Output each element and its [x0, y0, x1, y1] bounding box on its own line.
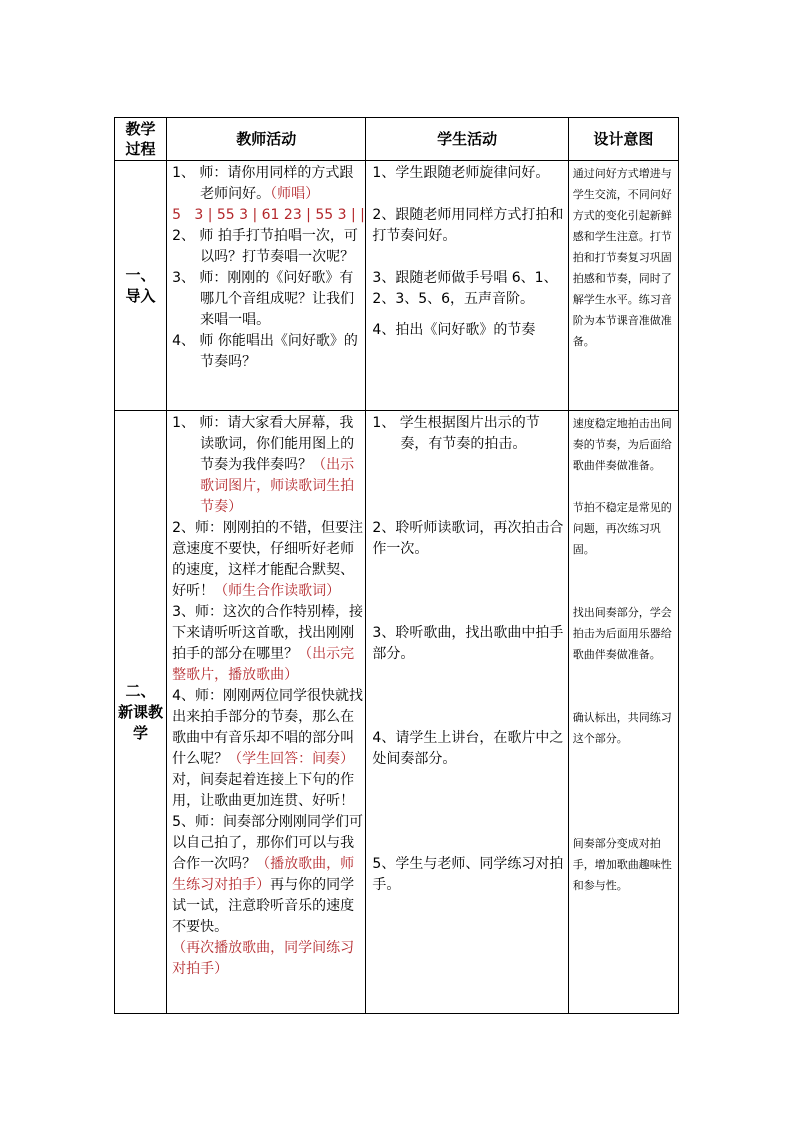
- student-text: 3、跟随老师做手号唱 6、1、2、3、5、6，五声音阶。: [372, 270, 558, 307]
- teacher-item: [172, 518, 363, 602]
- teacher-text: 3、师：这次的合作特别棒，接下来请听听这首歌，找出刚刚拍手的部分在哪里？: [172, 604, 363, 662]
- teacher-item: [172, 331, 363, 373]
- stage-number: 一、: [125, 265, 156, 284]
- student-activities-new: [366, 411, 568, 1014]
- header-design-label: 设计意图: [593, 130, 654, 148]
- student-text: 1、 学生根据图片出示的节奏，有节奏的拍击。: [372, 415, 540, 452]
- teacher-text: 4、师：刚刚两位同学很快就找出来拍手部分的节奏，那么在歌曲中有音乐却不唱的部分叫什么呢？: [172, 688, 363, 767]
- melody-notation: [172, 205, 363, 226]
- header-row: [115, 118, 679, 161]
- teacher-note: （师生合作读歌词）: [214, 583, 341, 599]
- teacher-item: [172, 686, 363, 812]
- student-item: [372, 728, 565, 770]
- teacher-item: [172, 268, 363, 331]
- teacher-item: [172, 226, 363, 268]
- student-text: 3、聆听歌曲，找出歌曲中拍手部分。: [372, 625, 564, 662]
- teacher-item: [172, 938, 363, 980]
- teacher-text: 1、 师：请你用同样的方式跟老师问好。: [172, 165, 354, 202]
- teacher-activities-intro: [167, 161, 366, 411]
- stage-name: 新课教学: [118, 702, 164, 742]
- stage-name: 导入: [125, 286, 156, 305]
- teacher-text: 1、 师：请大家看大屏幕，我读歌词，你们能用图上的节奏为我伴奏吗？: [172, 415, 355, 473]
- teacher-item: [172, 602, 363, 686]
- design-text: 找出间奏部分，学会拍击为后面用乐器给歌曲伴奏做准备。: [572, 606, 672, 661]
- teacher-note: （学生回答：间奏）: [228, 751, 355, 767]
- teacher-activities-new: [167, 411, 366, 1014]
- teacher-text: 2、师：刚刚拍的不错，但要注意速度不要快，仔细听好老师的速度，这样才能配合默契、好听！: [172, 520, 363, 599]
- header-student: [366, 118, 568, 161]
- design-item: [573, 707, 676, 749]
- teacher-text: 4、 师 你能唱出《问好歌》的节奏吗？: [172, 333, 358, 370]
- header-stage-label: 教学过程: [125, 120, 156, 158]
- student-text: 1、学生跟随老师旋律问好。: [372, 165, 550, 181]
- header-teacher: [167, 118, 366, 161]
- teacher-item: [172, 413, 363, 518]
- header-design: [568, 118, 678, 161]
- design-item: [573, 413, 676, 476]
- design-text: 间奏部分变成对拍手，增加歌曲趣味性和参与性。: [572, 837, 672, 892]
- design-text: 速度稳定地拍击出间奏的节奏，为后面给歌曲伴奏做准备。: [572, 417, 672, 472]
- teacher-note: （出示完整歌片，播放歌曲）: [172, 646, 355, 683]
- design-item: [573, 833, 676, 896]
- student-item: [372, 205, 565, 247]
- design-intent-new: [568, 411, 678, 1014]
- student-text: 5、学生与老师、同学练习对拍手。: [372, 856, 564, 893]
- student-item: [372, 413, 565, 455]
- student-item: [372, 268, 565, 310]
- header-teacher-label: 教师活动: [236, 130, 297, 148]
- teacher-text: 2、 师 拍手打节拍唱一次，可以吗？打节奏唱一次呢？: [172, 228, 358, 265]
- stage-number: 二、: [125, 681, 156, 700]
- student-activities-intro: [366, 161, 568, 411]
- stage-new-lesson: [115, 411, 167, 1014]
- teacher-text: 3、 师：刚刚的《问好歌》有哪几个音组成呢？让我们来唱一唱。: [172, 270, 355, 328]
- student-item: [372, 854, 565, 896]
- student-text: 2、跟随老师用同样方式打拍和打节奏问好。: [372, 207, 564, 244]
- student-item: [372, 320, 565, 341]
- student-text: 4、请学生上讲台，在歌片中之处间奏部分。: [372, 730, 564, 767]
- teacher-item: [172, 163, 363, 205]
- row-new-lesson: [115, 411, 679, 1014]
- design-text: 确认标出，共同练习这个部分。: [572, 711, 672, 745]
- student-item: [372, 163, 565, 184]
- design-item: [573, 497, 676, 560]
- design-text: 通过问好方式增进与学生交流，不同问好方式的变化引起新鲜感和学生注意。打节拍和打节奏复习巩固拍感和节奏，同时了解学生水平。练习音阶为本节课音准做准备。: [572, 167, 672, 348]
- teacher-text: 5、师：间奏部分刚刚同学们可以自己拍了，那你们可以与我合作一次吗？: [172, 814, 363, 872]
- student-item: [372, 518, 565, 560]
- design-item: [573, 602, 676, 665]
- student-item: [372, 623, 565, 665]
- melody-text: 5 3 | 55 3 | 61 23 | 55 3 | |: [172, 207, 365, 223]
- teacher-text-suffix: 对，间奏起着连接上下句的作用，让歌曲更加连贯、好听！: [172, 772, 355, 809]
- stage-intro: [115, 161, 167, 411]
- row-intro: [115, 161, 679, 411]
- teacher-note: （出示歌词图片，师读歌词生拍节奏）: [200, 457, 355, 515]
- teacher-note: （再次播放歌曲，同学间练习对拍手）: [172, 940, 355, 977]
- design-intent-intro: [568, 161, 678, 411]
- teacher-note: （播放歌曲，师生练习对拍手）: [172, 856, 355, 893]
- teacher-text-suffix: 再与你的同学试一试，注意聆听音乐的速度不要快。: [172, 877, 355, 935]
- student-text: 4、拍出《问好歌》的节奏: [372, 322, 536, 338]
- teacher-note: （师唱）: [270, 186, 320, 202]
- header-student-label: 学生活动: [437, 130, 498, 148]
- lesson-plan-table: [114, 117, 679, 1014]
- header-stage: [115, 118, 167, 161]
- design-text: 节拍不稳定是常见的问题，再次练习巩固。: [572, 501, 672, 556]
- teacher-item: [172, 812, 363, 938]
- student-text: 2、聆听师读歌词，再次拍击合作一次。: [372, 520, 564, 557]
